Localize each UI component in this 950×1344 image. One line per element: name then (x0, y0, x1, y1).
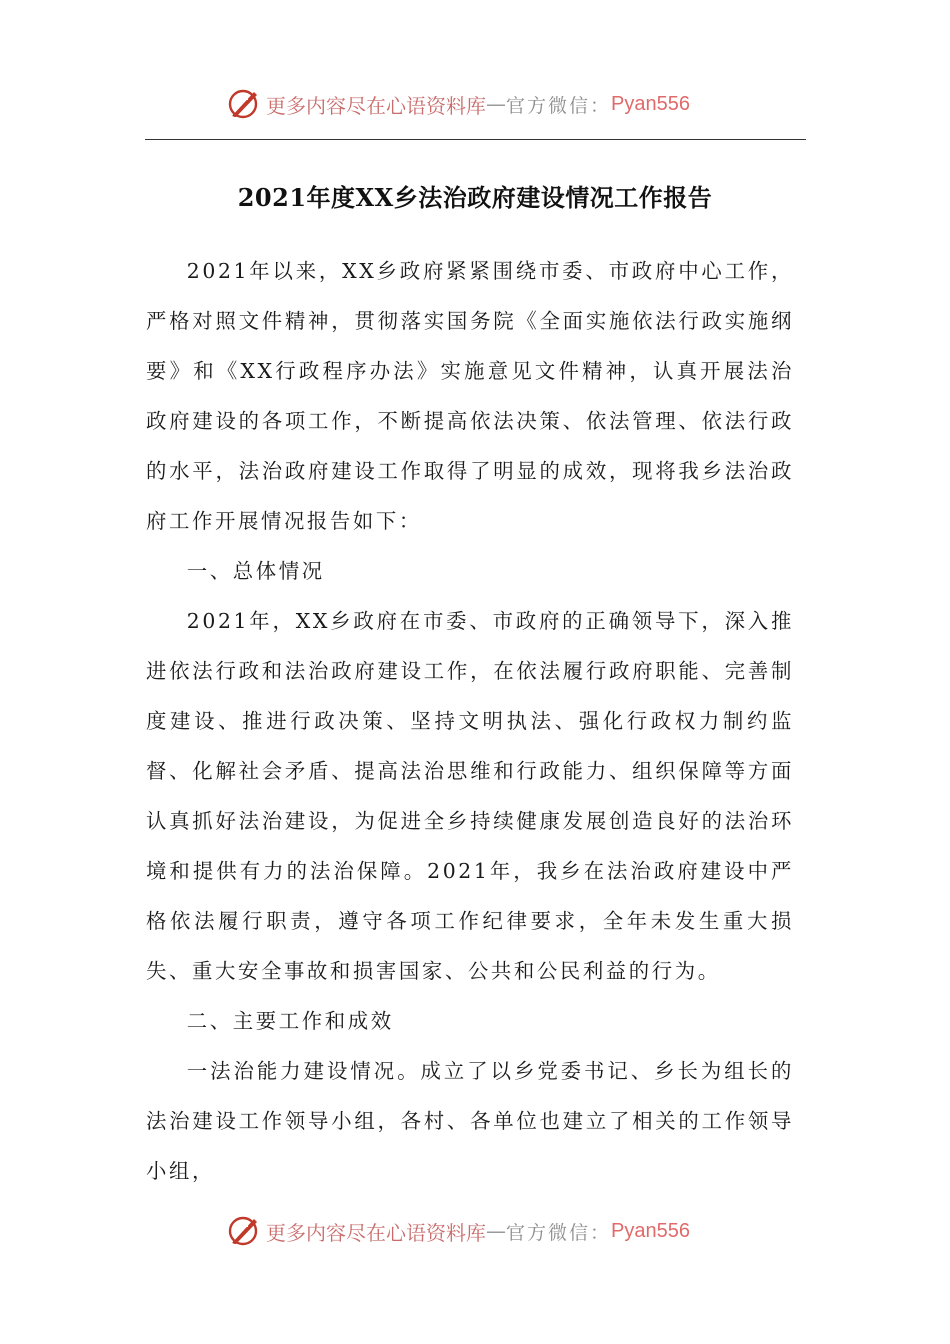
footer-banner (226, 1211, 690, 1251)
paragraph-intro: 2021年以来，XX乡政府紧紧围绕市委、市政府中心工作，严格对照文件精神，贯彻落实国务院《全面实施依法行政实施纲要》和《XX行政程序办法》实施意见文件精神，认真开展法治政府建设的各项工作，不断提高依法决策、依法管理、依法行政的水平，法治政府建设工作取得了明显的成效，现将我乡法治政府工作开展情况报告如下： (146, 259, 794, 533)
document-title: 2021年度XX乡法治政府建设情况工作报告 (237, 183, 713, 212)
section-heading-overview: 一、总体情况 (186, 559, 325, 583)
quill-logo-icon (226, 1213, 262, 1249)
quill-logo-icon (226, 86, 262, 122)
banner-wechat-id: Pyan556 (611, 1219, 690, 1242)
document-body (146, 246, 794, 1196)
banner-separator: — (486, 92, 506, 116)
banner-wechat-label: 官方微信： (506, 94, 612, 117)
banner-wechat-id: Pyan556 (611, 92, 690, 115)
section-heading-main-work: 二、主要工作和成效 (186, 1009, 394, 1033)
banner-main-text: 更多内容尽在心语资料库 (266, 93, 486, 118)
banner-main-text: 更多内容尽在心语资料库 (266, 1220, 486, 1245)
header-banner (226, 84, 690, 124)
paragraph-overview: 2021年，XX乡政府在市委、市政府的正确领导下，深入推进依法行政和法治政府建设工作，在依法履行政府职能、完善制度建设、推进行政决策、坚持文明执法、强化行政权力制约监督、化解社会矛盾、提高法治思维和行政能力、组织保障等方面认真抓好法治建设，为促进全乡持续健康发展创造良好的法治环境和提供有力的法治保障。2021年，我乡在法治政府建设中严格依法履行职责，遵守各项工作纪律要求，全年未发生重大损失、重大安全事故和损害国家、公共和公民利益的行为。 (146, 609, 794, 983)
banner-wechat-label: 官方微信： (506, 1221, 612, 1244)
banner-separator: — (486, 1219, 506, 1243)
paragraph-legal-capacity: 一法治能力建设情况。成立了以乡党委书记、乡长为组长的法治建设工作领导小组，各村、各单位也建立了相关的工作领导小组， (146, 1059, 794, 1183)
header-divider (145, 139, 806, 140)
